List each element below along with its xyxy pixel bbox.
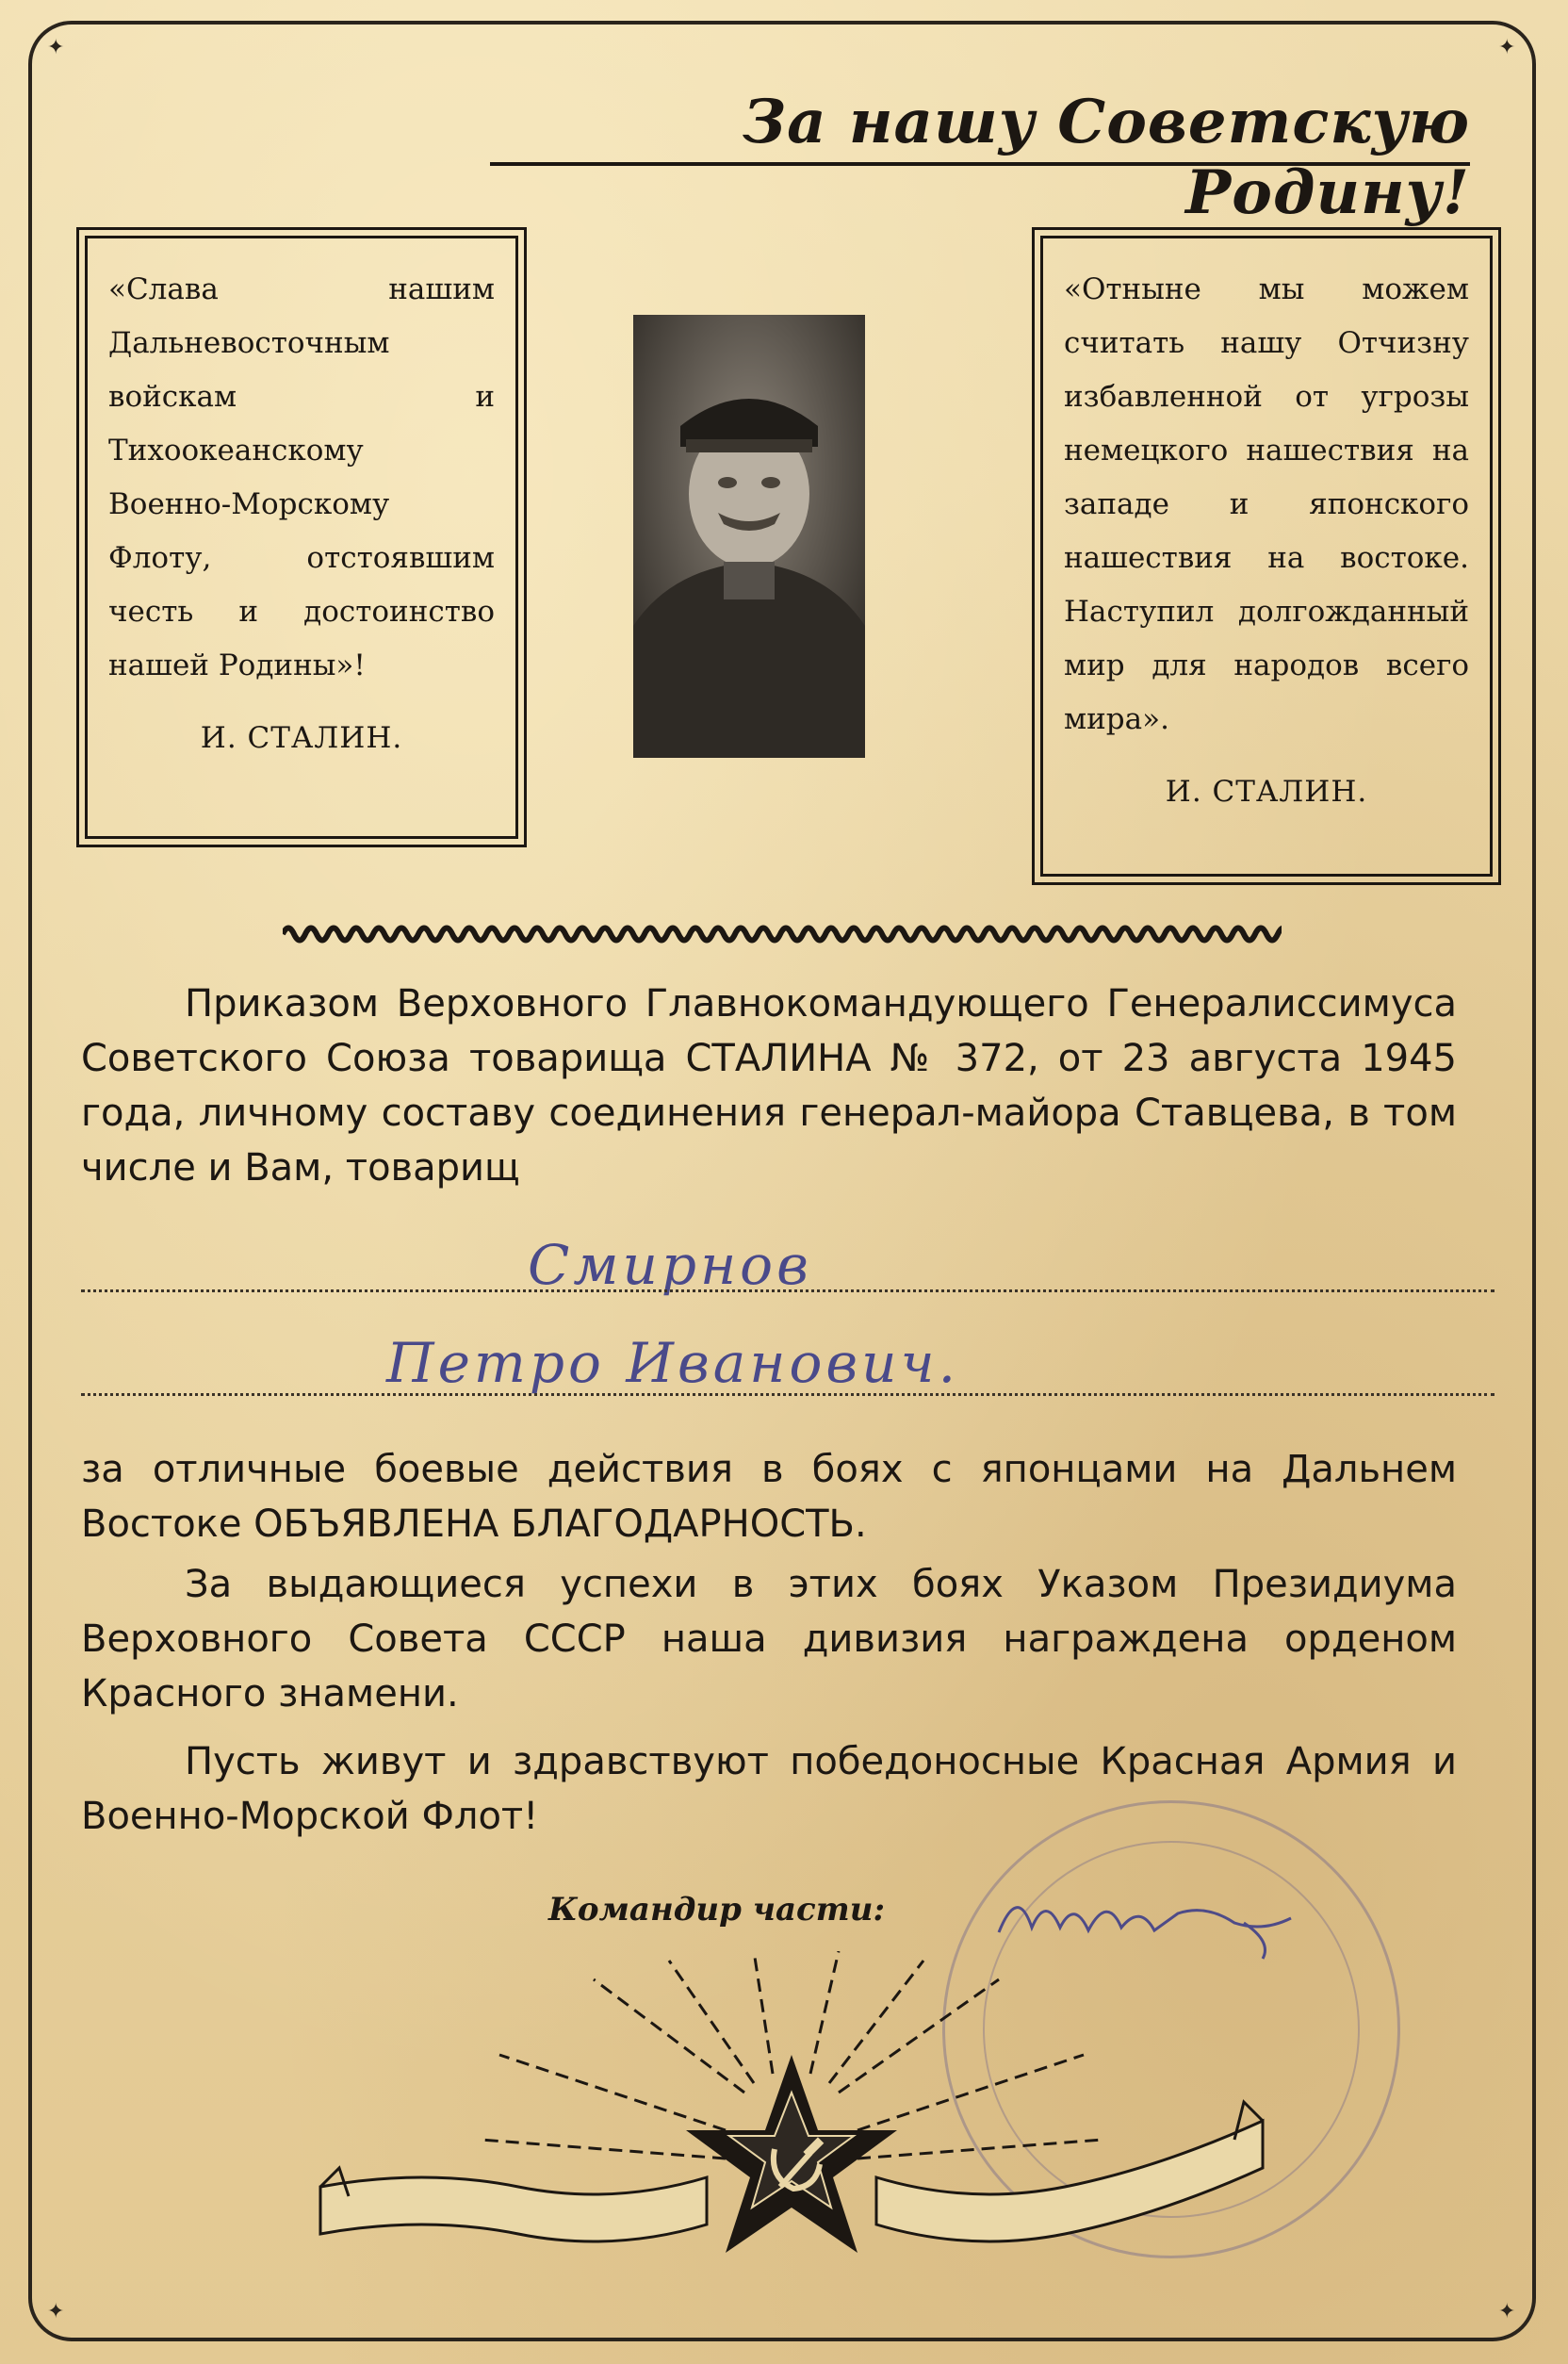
commander-signature [989,1876,1300,1961]
recipient-name: Петро Иванович. [386,1331,960,1395]
corner-star-icon: ✦ [47,2300,65,2323]
portrait-photo [633,315,865,758]
headline: За нашу Советскую Родину! [742,87,1470,228]
quote-box-right [1040,236,1493,877]
signature-label: Командир части: [548,1891,885,1929]
quote-left-text: «Слава нашим Дальневосточным войскам и Тихоокеанскому Военно-Морскому Флоту, отстоявшим честь и достоинство нашей Родины»! [108,272,495,682]
headline-underline [490,162,1470,166]
slogan-text: Пусть живут и здравствуют победоносные Красная Армия и Военно-Морской Флот! [81,1740,1457,1838]
name-line [81,1393,1494,1396]
corner-star-icon: ✦ [47,36,65,59]
quote-box-left [85,236,518,839]
quote-right-text: «Отныне мы можем считать нашу Отчизну избавленной от угрозы немецкого нашествия на западе и японского нашествия на востоке. Наступил долгожданный мир для народов всего мира». [1064,272,1469,736]
award-text: За выдающиеся успехи в этих боях Указом Президиума Верховного Совета СССР наша дивизия награждена орденом Красного знамени. [81,1563,1457,1716]
quote-left-signature: И. СТАЛИН. [200,721,403,755]
corner-star-icon: ✦ [1498,2300,1516,2323]
quote-right-signature: И. СТАЛИН. [1165,775,1368,809]
thanks-text: за отличные боевые действия в боях с японцами на Дальнем Востоке ОБЪЯВЛЕНА БЛАГОДАРНОСТЬ. [81,1448,1457,1546]
corner-star-icon: ✦ [1498,36,1516,59]
surname-line [81,1289,1494,1292]
recipient-surname: Смирнов [528,1233,812,1297]
star-emblem [311,1951,1272,2262]
portrait-image [633,315,865,758]
order-text: Приказом Верховного Главнокомандующего Генералиссимуса Советского Союза товарища СТАЛИНА № 372, от 23 августа 1945 года, личному составу соединения генерал-майора Ставцева, в том числе и Вам, товарищ [81,982,1457,1190]
wavy-divider [283,920,1282,948]
